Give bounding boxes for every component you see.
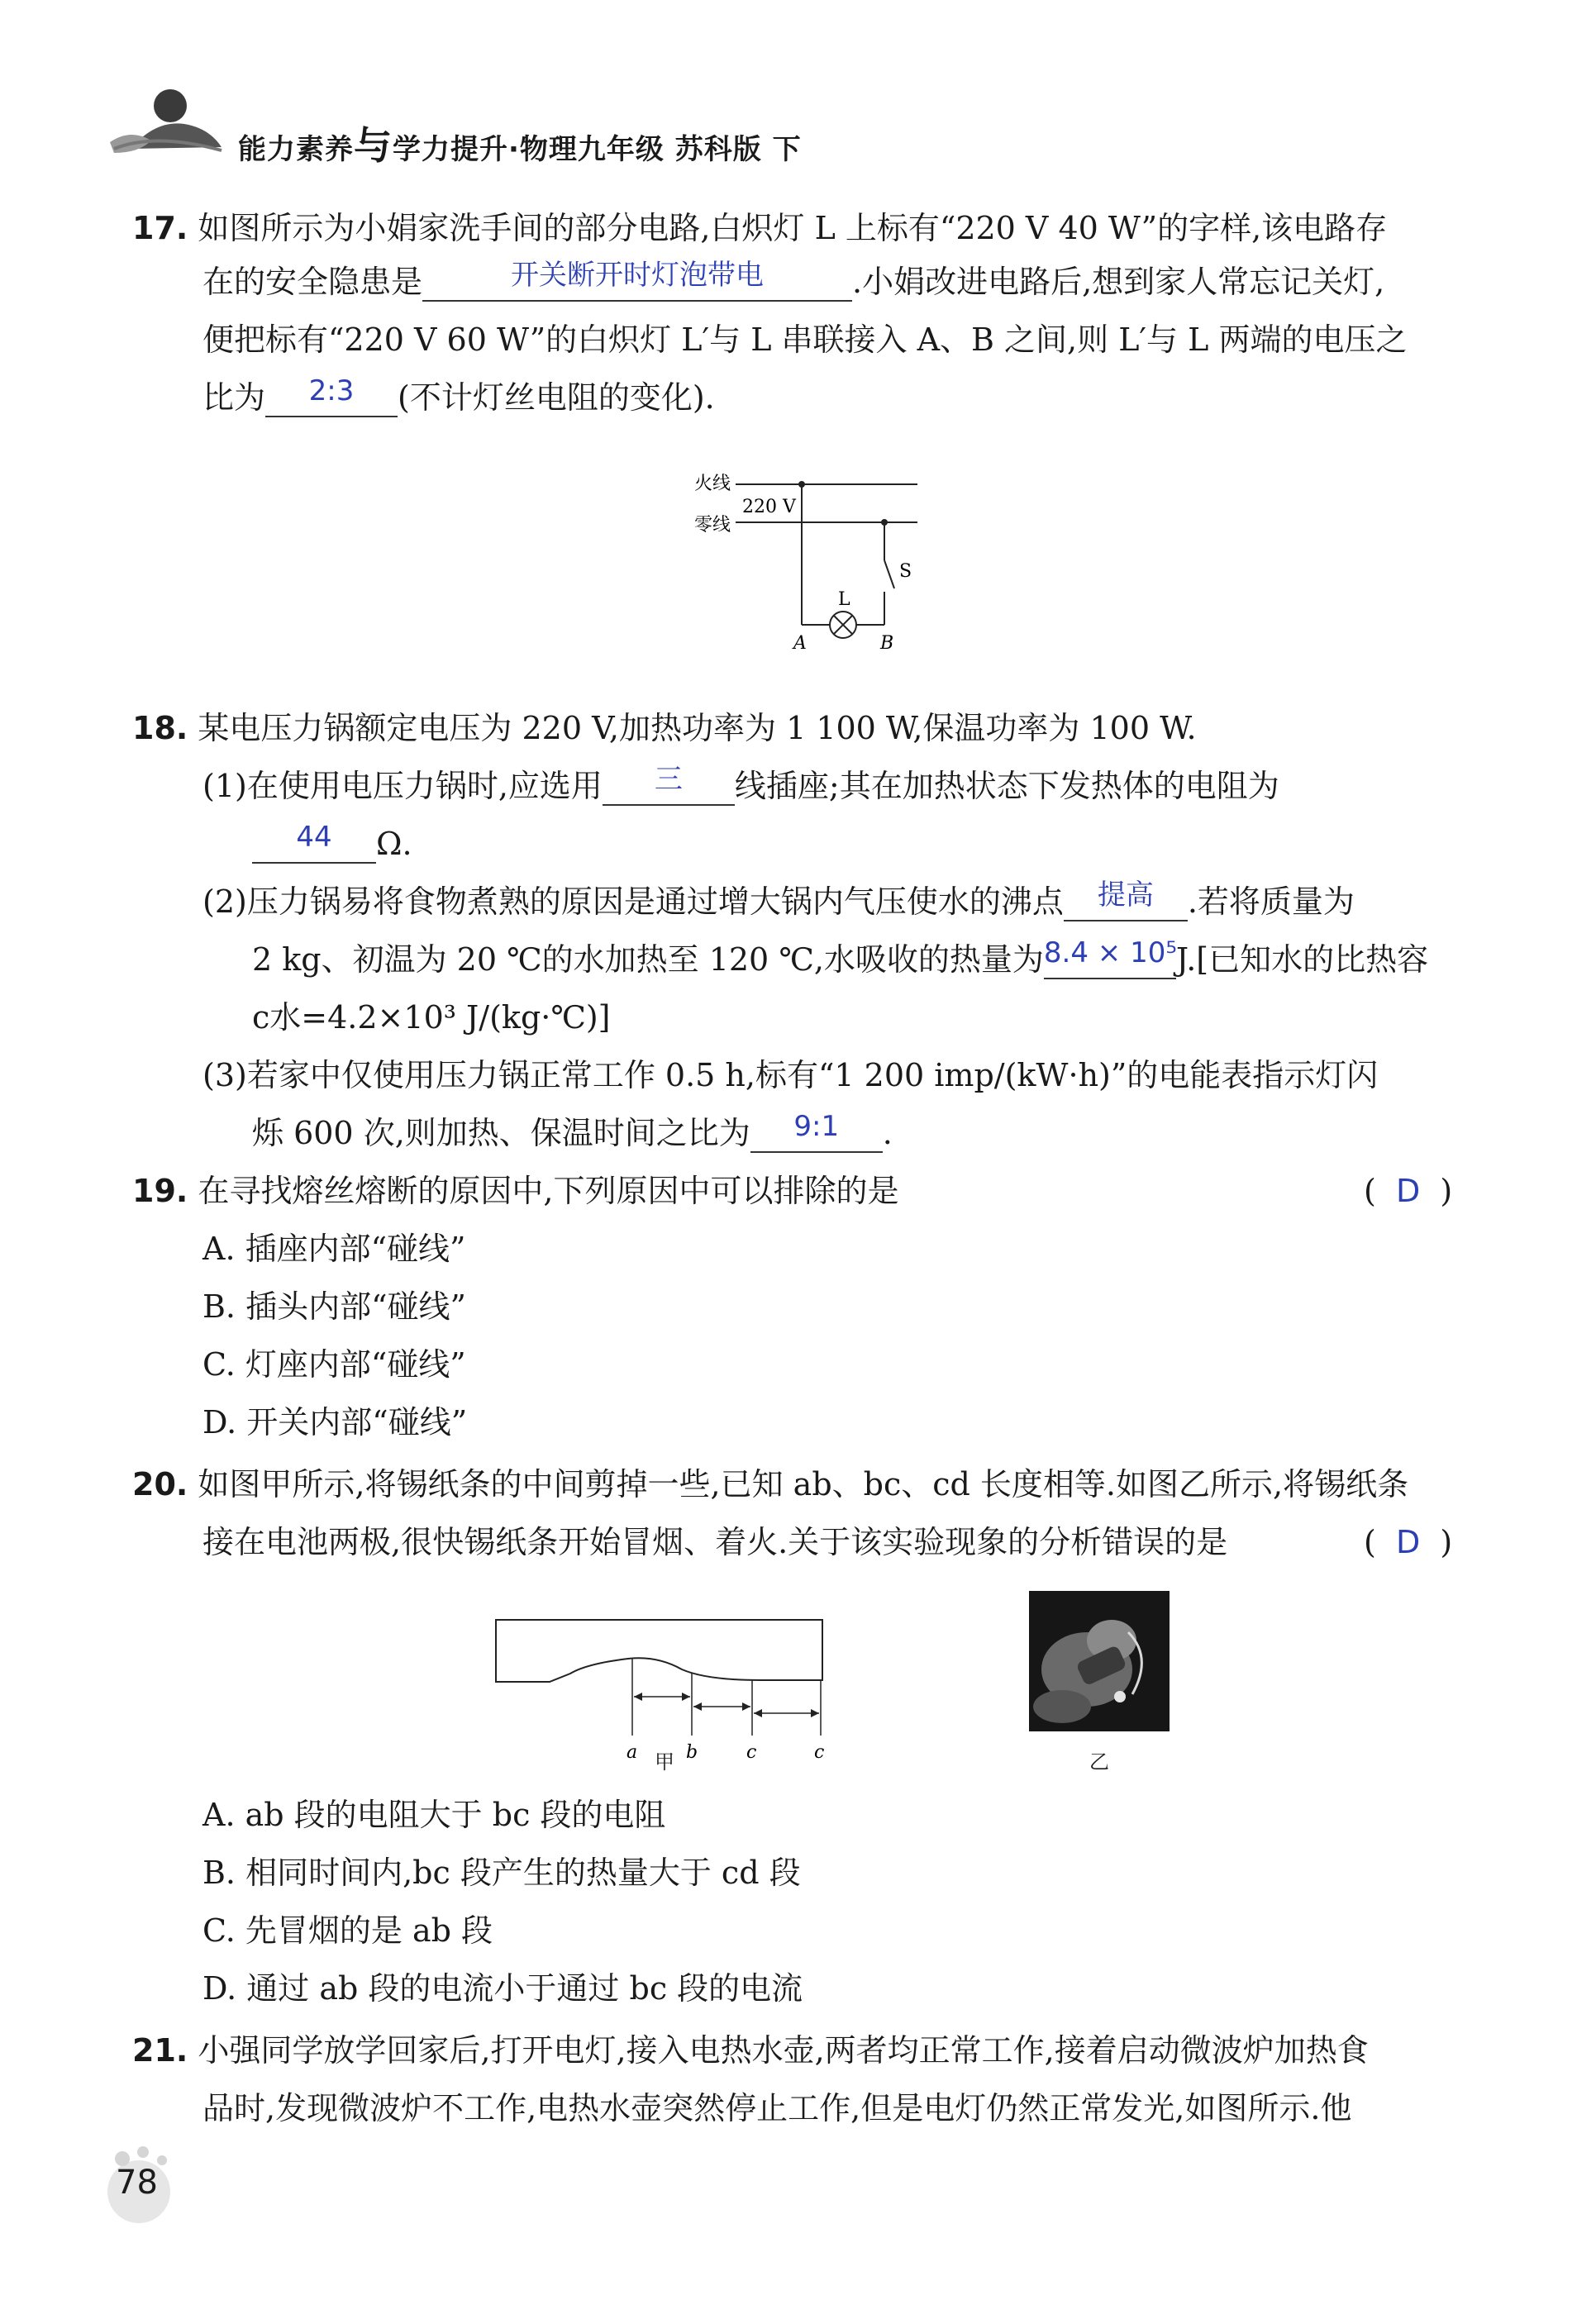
q18-part3-line2: 烁 600 次,则加热、保温时间之比为 9:1 . bbox=[252, 1110, 893, 1151]
q18-blank-1[interactable]: 三 bbox=[603, 769, 735, 806]
q17-blank-1[interactable]: 开关断开时灯泡带电 bbox=[422, 265, 852, 302]
q19-answer-bracket: ( D ) bbox=[1364, 1173, 1453, 1209]
label-live-wire: 火线 bbox=[694, 474, 731, 494]
q20-figure-yi-caption: 乙 bbox=[1089, 1750, 1109, 1774]
q17-circuit-diagram bbox=[678, 463, 926, 661]
q18-part2-line3: c水=4.2×10³ J/(kg·℃)] bbox=[252, 999, 611, 1036]
q19-option-b[interactable]: B. 插头内部“碰线” bbox=[202, 1288, 466, 1325]
q21-number: 21. bbox=[132, 2032, 188, 2069]
label-switch: S bbox=[899, 561, 912, 582]
q18-blank-4[interactable]: 8.4 × 10⁵ bbox=[1044, 943, 1176, 979]
label-a: a bbox=[626, 1742, 638, 1763]
q20-option-d[interactable]: D. 通过 ab 段的电流小于通过 bc 段的电流 bbox=[202, 1970, 803, 2007]
q17-line1: 17. 如图所示为小娟家洗手间的部分电路,白炽灯 L 上标有“220 V 40 W”的字样,该电路存 bbox=[132, 210, 1388, 246]
label-b: b bbox=[686, 1742, 698, 1763]
q18-part2-line1: (2)压力锅易将食物煮熟的原因是通过增大锅内气压使水的沸点 提高 .若将质量为 bbox=[202, 879, 1355, 920]
q19-number: 19. bbox=[132, 1173, 188, 1209]
q19-stem: 19. 在寻找熔丝熔断的原因中,下列原因中可以排除的是 bbox=[132, 1173, 899, 1209]
label-a: A bbox=[793, 633, 807, 654]
q20-answer-bracket: ( D ) bbox=[1364, 1524, 1453, 1560]
label-lamp: L bbox=[838, 589, 850, 610]
q17-line4: 比为 2:3 (不计灯丝电阻的变化). bbox=[202, 374, 715, 416]
q17-number: 17. bbox=[132, 210, 188, 246]
q18-part1-line1: (1)在使用电压力锅时,应选用 三 线插座;其在加热状态下发热体的电阻为 bbox=[202, 763, 1279, 804]
q18-blank-3[interactable]: 提高 bbox=[1064, 885, 1188, 921]
q20-figure-jia-caption: 甲 bbox=[655, 1750, 674, 1774]
q19-option-c[interactable]: C. 灯座内部“碰线” bbox=[202, 1346, 466, 1383]
q18-stem: 18. 某电压力锅额定电压为 220 V,加热功率为 1 100 W,保温功率为 100 W. bbox=[132, 710, 1197, 746]
q21-line1: 21. 小强同学放学回家后,打开电灯,接入电热水壶,两者均正常工作,接着启动微波炉加热食 bbox=[132, 2032, 1369, 2069]
header-logo bbox=[106, 83, 230, 157]
q17-line3: 便把标有“220 V 60 W”的白炽灯 L′与 L 串联接入 A、B 之间,则 L′与 L 两端的电压之 bbox=[202, 321, 1408, 358]
label-neutral-wire: 零线 bbox=[694, 515, 731, 536]
q19-option-a[interactable]: A. 插座内部“碰线” bbox=[202, 1231, 466, 1267]
q20-line1: 20. 如图甲所示,将锡纸条的中间剪掉一些,已知 ab、bc、cd 长度相等.如图乙所示,将锡纸条 bbox=[132, 1466, 1409, 1502]
page-number: 78 bbox=[116, 2164, 158, 2202]
q17-line2: 在的安全隐患是 开关断开时灯泡带电 .小娟改进电路后,想到家人常忘记关灯, bbox=[202, 259, 1385, 300]
q18-part3-line1: (3)若家中仅使用压力锅正常工作 0.5 h,标有“1 200 imp/(kW·h)”的电能表指示灯闪 bbox=[202, 1057, 1379, 1093]
header-title: 能力素养与学力提升·物理九年级 苏科版 下 bbox=[238, 123, 802, 168]
q20-option-a[interactable]: A. ab 段的电阻大于 bc 段的电阻 bbox=[202, 1797, 666, 1833]
q18-blank-5[interactable]: 9:1 bbox=[750, 1117, 883, 1153]
q18-part1-line2: 44 Ω. bbox=[252, 822, 412, 865]
q17-blank-2[interactable]: 2:3 bbox=[265, 381, 398, 417]
q18-part2-line2: 2 kg、初温为 20 ℃的水加热至 120 ℃,水吸收的热量为8.4 × 10⁵J.[已知水的比热容 bbox=[252, 936, 1429, 978]
q20-line2: 接在电池两极,很快锡纸条开始冒烟、着火.关于该实验现象的分析错误的是 bbox=[202, 1524, 1228, 1560]
q18-number: 18. bbox=[132, 710, 188, 746]
q21-line2: 品时,发现微波炉不工作,电热水壶突然停止工作,但是电灯仍然正常发光,如图所示.他 bbox=[202, 2090, 1352, 2126]
q19-option-d[interactable]: D. 开关内部“碰线” bbox=[202, 1404, 468, 1440]
label-voltage: 220 V bbox=[742, 497, 796, 517]
q18-blank-2[interactable]: 44 bbox=[252, 827, 376, 864]
q20-option-b[interactable]: B. 相同时间内,bc 段产生的热量大于 cd 段 bbox=[202, 1855, 801, 1891]
q20-figure-yi-photo bbox=[1029, 1591, 1170, 1731]
label-d: c bbox=[814, 1742, 825, 1763]
label-c: c bbox=[746, 1742, 757, 1763]
q20-number: 20. bbox=[132, 1466, 188, 1502]
label-b: B bbox=[880, 633, 894, 654]
q20-option-c[interactable]: C. 先冒烟的是 ab 段 bbox=[202, 1912, 493, 1949]
